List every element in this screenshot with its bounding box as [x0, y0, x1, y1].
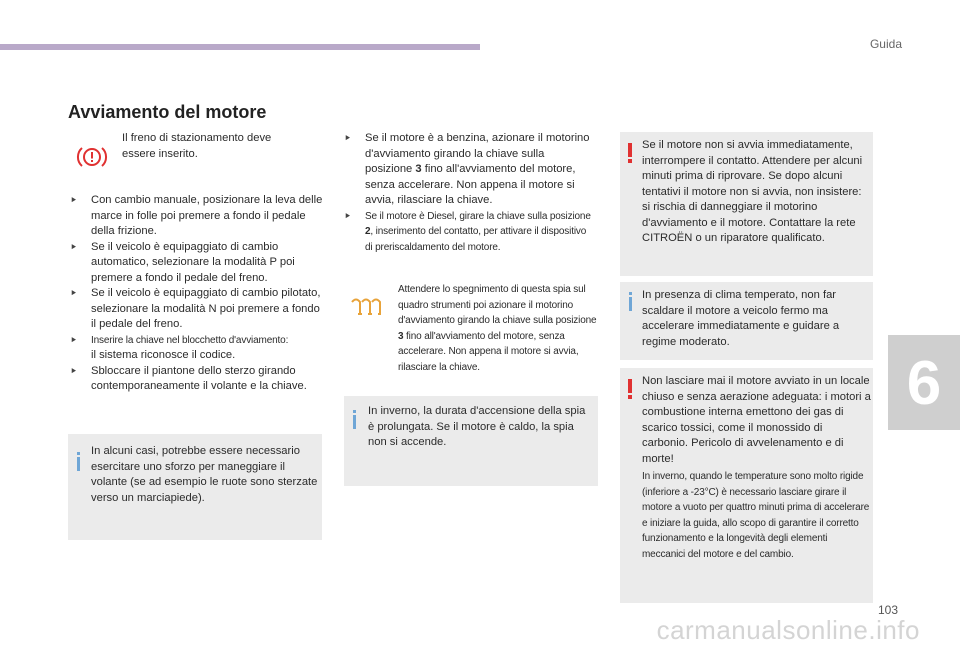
info-box-temperate: In presenza di clima temperato, non far scaldare il motore a veicolo fermo ma accelerare immediatamente e guidare a regime moderato.: [620, 282, 873, 360]
list-item: ⯈ Inserire la chiave nel blocchetto d'avviamento: il sistema riconosce il codice.: [70, 334, 289, 361]
list-item: ⯈ Con cambio manuale, posizionare la leva delle marce in folle poi premere a fondo il pedale della frizione.: [70, 194, 323, 237]
warning-box-no-start: Se il motore non si avvia immediatamente, interrompere il contatto. Attendere per alcuni minuti prima di riprovare. Se dopo alcuni tentativi il motore non si avvia, non insistere: si rischia di danneggiare il motorino d'avviamento e il motore. Contattare la rete CITROËN o un riparatore qualificato.: [620, 132, 873, 276]
warning-icon: [628, 143, 632, 163]
arrow-bullet-icon: ⯈: [70, 334, 78, 345]
list-item: ⯈ Se il veicolo è equipaggiato di cambio automatico, selezionare la modalità P poi premere a fondo il pedale del freno.: [70, 240, 295, 284]
arrow-bullet-icon: ⯈: [344, 210, 352, 221]
header-accent-bar: [0, 44, 480, 50]
middle-bullet-list: [344, 131, 594, 255]
chapter-number: 6: [906, 349, 942, 418]
arrow-bullet-icon: ⯈: [70, 241, 78, 252]
arrow-bullet-icon: ⯈: [70, 365, 78, 376]
info-box-winter-spia: In inverno, la durata d'accensione della spia è prolungata. Se il motore è caldo, la spia non si accende.: [344, 396, 598, 486]
arrow-bullet-icon: ⯈: [344, 133, 352, 143]
info-box-steering: In alcuni casi, potrebbe essere necessario esercitare uno sforzo per maneggiare il volante (se ad esempio le ruote sono sterzate verso un marciapiede).: [68, 434, 322, 540]
warning-box-closed-room: Non lasciare mai il motore avviato in un locale chiuso e senza aerazione adeguata: i motori a combustione interna emettono dei gas di scarico tossici, come il monossido di carbonio. Pericolo di avvelenamento e di morte! In inverno, quando le temperature sono molto rigide (inferiore a -23°C) è necessario lasciare girare il motore a vuoto per quattro minuti prima di accelerare e iniziare la guida, allo scopo di garantire il corretto funzionamento e la longevità degli elementi meccanici del motore e del cambio.: [620, 368, 873, 603]
watermark: carmanualsonline.info: [656, 615, 920, 645]
glow-plug-icon: [350, 296, 382, 318]
info-icon: [629, 292, 632, 311]
list-item: ⯈ Sbloccare il piantone dello sterzo girando contemporaneamente il volante e la chiave.: [70, 364, 307, 392]
info-icon: [353, 410, 356, 429]
info-icon: [77, 452, 80, 471]
list-item: ⯈ Se il motore è a benzina, azionare il motorino d'avviamento girando la chiave sulla posizione 3 fino all'avviamento del motore, senza accelerare. Non appena il motore si avvia, rilasciare la chiave.: [344, 132, 590, 206]
list-item: ⯈ Se il veicolo è equipaggiato di cambio pilotato, selezionare la modalità N poi premere a fondo il pedale del freno.: [70, 287, 321, 330]
page-number: 103: [877, 603, 898, 617]
parking-brake-note: Il freno di stazionamento deve essere inserito.: [122, 132, 272, 160]
arrow-bullet-icon: ⯈: [70, 288, 78, 298]
parking-brake-icon: [76, 143, 108, 171]
warning-icon: [628, 379, 632, 399]
page-title: Avviamento del motore: [68, 102, 267, 122]
left-bullet-list: [70, 193, 325, 395]
glow-plug-note: Attendere lo spegnimento di questa spia sul quadro strumenti poi azionare il motorino d'avviamento girando la chiave sulla posizione 3 fino all'avviamento del motore, senza accelerare. Non appena il motore si avvia, rilasciare la chiave.: [398, 284, 597, 373]
list-item: ⯈ Se il motore è Diesel, girare la chiave sulla posizione 2, inserimento del contatto, per attivare il dispositivo di preriscaldamento del motore.: [344, 210, 591, 253]
arrow-bullet-icon: ⯈: [70, 195, 78, 205]
section-label: Guida: [869, 37, 902, 51]
